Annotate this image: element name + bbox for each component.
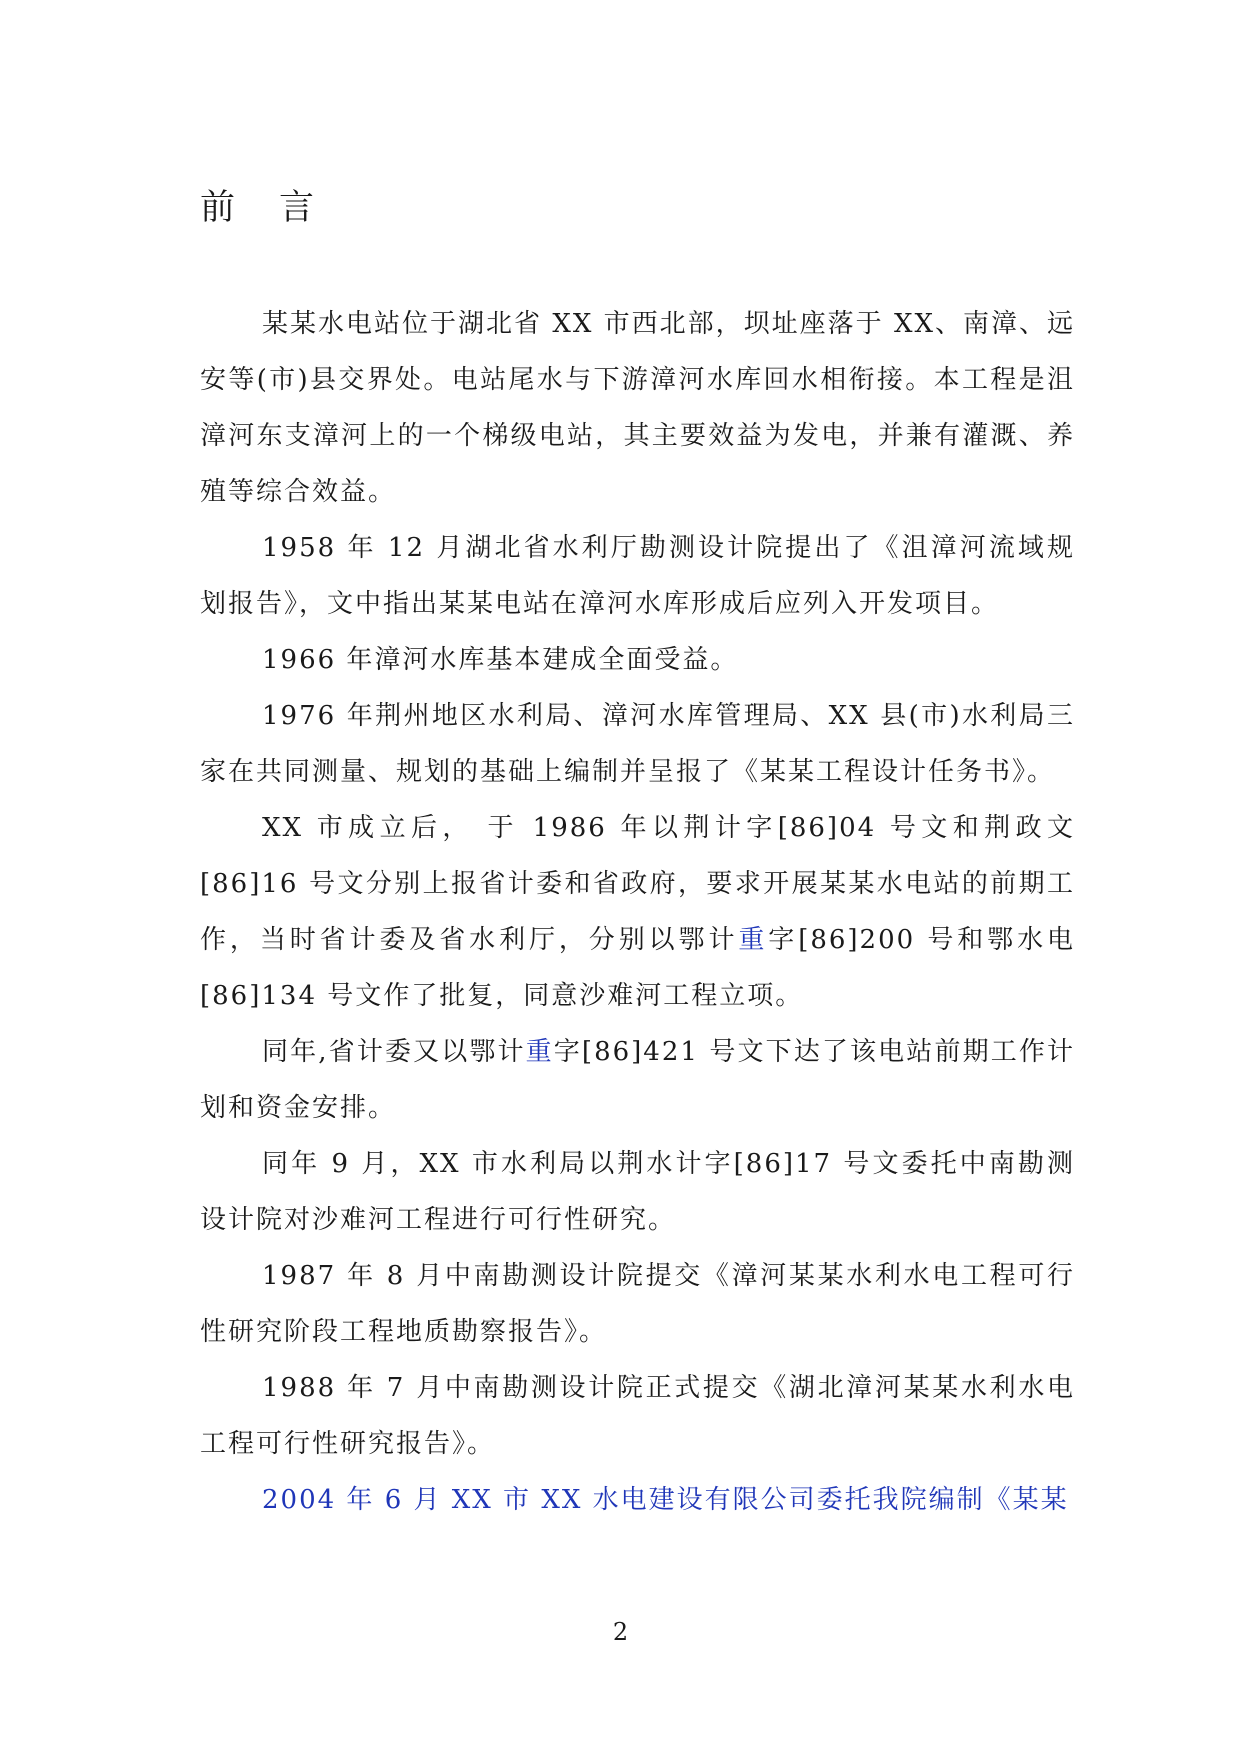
paragraph-1988	[200, 1360, 1075, 1472]
page-number: 2	[612, 1618, 629, 1646]
paragraph-text: 2004 年 6 月 XX 市 XX 水电建设有限公司委托我院编制《某某	[262, 1485, 1069, 1515]
highlighted-char: 重	[738, 925, 769, 955]
body-text	[200, 296, 1075, 1528]
paragraph-text: 1988 年 7 月中南勘测设计院正式提交《湖北漳河某某水利水电工程可行性研究报告》。	[200, 1373, 1075, 1459]
paragraph-text: 1987 年 8 月中南勘测设计院提交《漳河某某水利水电工程可行性研究阶段工程地质勘察报告》。	[200, 1261, 1075, 1347]
title-char-2: 言	[279, 188, 315, 228]
paragraph-1987	[200, 1248, 1075, 1360]
page-title	[200, 188, 314, 228]
paragraph-1958	[200, 520, 1075, 632]
paragraph-text: 同年 9 月，XX 市水利局以荆水计字[86]17 号文委托中南勘测设计院对沙难河工程进行可行性研究。	[200, 1149, 1075, 1235]
paragraph-2004	[200, 1472, 1075, 1528]
paragraph-text: 字[86]200 号和鄂水电[86]134 号文作了批复，同意沙难河工程立项。	[200, 925, 1075, 1011]
paragraph-text: XX 市成立后， 于 1986 年以荆计字[86]04 号文和荆政文[86]16 号文分别上报省计委和省政府，要求开展某某水电站的前期工作，当时省计委及省水利厅，分别以鄂计	[200, 813, 1075, 955]
paragraph-text: 1966 年漳河水库基本建成全面受益。	[262, 645, 739, 675]
paragraph-same-year-september	[200, 1136, 1075, 1248]
paragraph-text: 某某水电站位于湖北省 XX 市西北部，坝址座落于 XX、南漳、远安等(市)县交界处。电站尾水与下游漳河水库回水相衔接。本工程是沮漳河东支漳河上的一个梯级电站，其主要效益为发电，并兼有灌溉、养殖等综合效益。	[200, 309, 1075, 507]
highlighted-char: 重	[525, 1037, 554, 1067]
paragraph-text: 1976 年荆州地区水利局、漳河水库管理局、XX 县(市)水利局三家在共同测量、规划的基础上编制并呈报了《某某工程设计任务书》。	[200, 701, 1075, 787]
paragraph-same-year-plan	[200, 1024, 1075, 1136]
paragraph-1976	[200, 688, 1075, 800]
paragraph-1986	[200, 800, 1075, 1024]
title-char-1: 前	[200, 188, 236, 228]
paragraph-text: 1958 年 12 月湖北省水利厅勘测设计院提出了《沮漳河流域规划报告》，文中指出某某电站在漳河水库形成后应列入开发项目。	[200, 533, 1075, 619]
paragraph-1966	[200, 632, 1075, 688]
paragraph-text: 字[86]421 号文下达了该电站前期工作计划和资金安排。	[200, 1037, 1075, 1123]
paragraph-text: 同年,省计委又以鄂计	[262, 1037, 526, 1067]
paragraph-intro	[200, 296, 1075, 520]
